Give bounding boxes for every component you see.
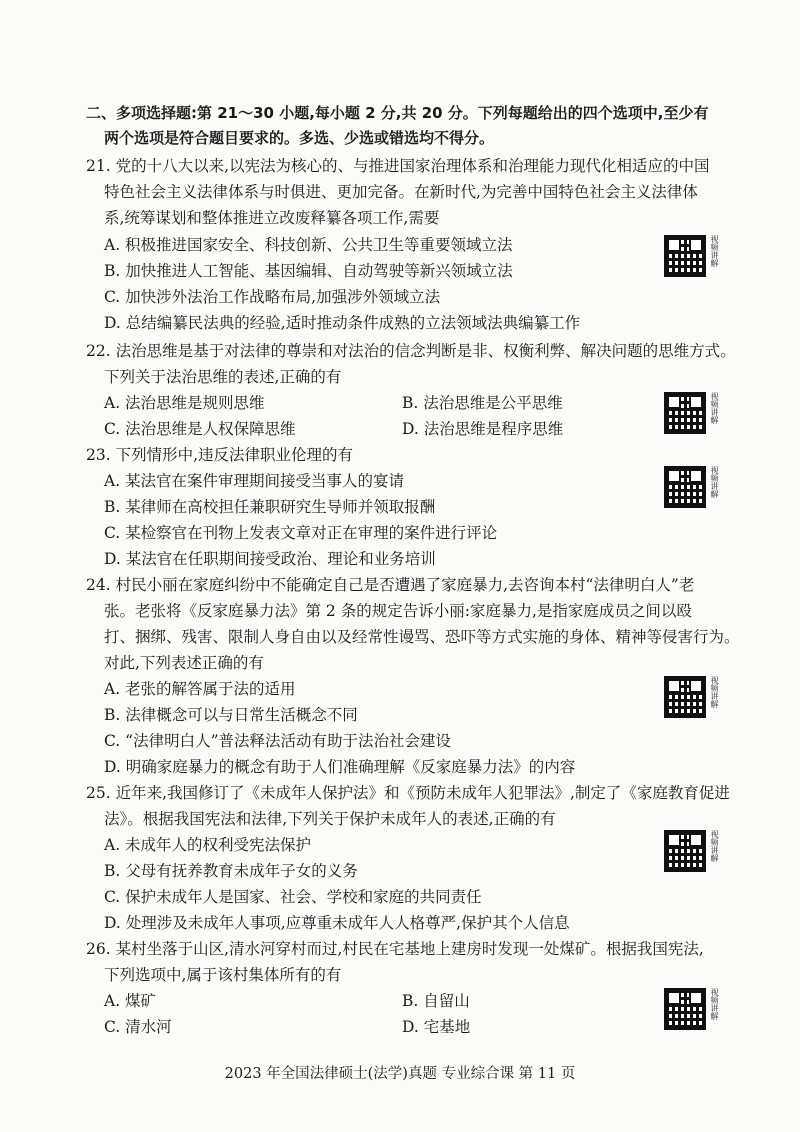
q21-qr-code-icon[interactable]	[664, 235, 706, 277]
q26-option-b: B. 自留山	[402, 992, 470, 1010]
q23-option-b: B. 某律师在高校担任兼职研究生导师并领取报酬	[104, 498, 436, 516]
q23-qr-code-icon[interactable]	[664, 466, 706, 508]
q26-qr-label: 视频讲解	[710, 988, 719, 1020]
q23-option-c: C. 某检察官在刊物上发表文章对正在审理的案件进行评论	[104, 524, 498, 542]
q23-qr-label: 视频讲解	[710, 466, 719, 498]
q26-option-c: C. 清水河	[104, 1018, 172, 1036]
q22-option-a: A. 法治思维是规则思维	[104, 394, 265, 412]
q26-stem-line-2: 下列选项中,属于该村集体所有的有	[104, 966, 342, 984]
q25-stem-line-1: 25. 近年来,我国修订了《未成年人保护法》和《预防未成年人犯罪法》,制定了《家庭教育促进	[86, 784, 730, 802]
q25-option-b: B. 父母有抚养教育未成年子女的义务	[104, 862, 358, 880]
q25-option-c: C. 保护未成年人是国家、社会、学校和家庭的共同责任	[104, 888, 482, 906]
q24-stem-line-4: 对此,下列表述正确的有	[104, 654, 264, 672]
q22-option-b: B. 法治思维是公平思维	[402, 394, 563, 412]
q24-option-d: D. 明确家庭暴力的概念有助于人们准确理解《反家庭暴力法》的内容	[104, 758, 576, 776]
q25-stem-line-2: 法》。根据我国宪法和法律,下列关于保护未成年人的表述,正确的有	[104, 810, 556, 828]
page-footer: 2023 年全国法律硕士(法学)真题 专业综合课 第 11 页	[224, 1066, 576, 1082]
q24-option-a: A. 老张的解答属于法的适用	[104, 680, 296, 698]
q23-option-d: D. 某法官在任职期间接受政治、理论和业务培训	[104, 550, 436, 568]
q26-option-a: A. 煤矿	[104, 992, 157, 1010]
q25-option-a: A. 未成年人的权利受宪法保护	[104, 836, 312, 854]
q22-stem-line-2: 下列关于法治思维的表述,正确的有	[104, 368, 342, 386]
q21-option-c: C. 加快涉外法治工作战略布局,加强涉外领域立法	[104, 288, 441, 306]
q24-stem-line-1: 24. 村民小丽在家庭纠纷中不能确定自己是否遭遇了家庭暴力,去咨询本村“法律明白人”老	[86, 576, 695, 594]
q26-qr-code-icon[interactable]	[664, 988, 706, 1030]
q22-qr-label: 视频讲解	[710, 392, 719, 424]
q24-qr-code-icon[interactable]	[664, 676, 706, 718]
section-header-line-1: 二、多项选择题:第 21～30 小题,每小题 2 分,共 20 分。下列每题给出的四个选项中,至少有	[86, 104, 709, 122]
q24-qr-label: 视频讲解	[710, 676, 719, 708]
q26-stem-line-1: 26. 某村坐落于山区,清水河穿村而过,村民在宅基地上建房时发现一处煤矿。根据我国宪法,	[86, 940, 704, 958]
q24-stem-line-2: 张。老张将《反家庭暴力法》第 2 条的规定告诉小丽:家庭暴力,是指家庭成员之间以殴	[104, 602, 692, 620]
q21-option-b: B. 加快推进人工智能、基因编辑、自动驾驶等新兴领域立法	[104, 262, 513, 280]
q21-stem-line-3: 系,统筹谋划和整体推进立改废释纂各项工作,需要	[104, 209, 440, 227]
q24-stem-line-3: 打、捆绑、残害、限制人身自由以及经常性谩骂、恐吓等方式实施的身体、精神等侵害行为。	[104, 628, 740, 646]
section-header-line-2: 两个选项是符合题目要求的。多选、少选或错选均不得分。	[104, 129, 495, 147]
q22-qr-code-icon[interactable]	[664, 392, 706, 434]
q24-option-c: C. “法律明白人”普法释法活动有助于法治社会建设	[104, 732, 452, 750]
q24-option-b: B. 法律概念可以与日常生活概念不同	[104, 706, 358, 724]
q25-qr-code-icon[interactable]	[664, 830, 706, 872]
q22-option-d: D. 法治思维是程序思维	[402, 420, 564, 438]
q21-option-a: A. 积极推进国家安全、科技创新、公共卫生等重要领域立法	[104, 236, 513, 254]
q25-option-d: D. 处理涉及未成年人事项,应尊重未成年人人格尊严,保护其个人信息	[104, 914, 570, 932]
q23-option-a: A. 某法官在案件审理期间接受当事人的宴请	[104, 472, 405, 490]
q21-option-d: D. 总结编纂民法典的经验,适时推动条件成熟的立法领域法典编纂工作	[104, 314, 581, 332]
q22-stem-line-1: 22. 法治思维是基于对法律的尊崇和对法治的信念判断是非、权衡利弊、解决问题的思维方式。	[86, 342, 736, 360]
q21-stem-line-1: 21. 党的十八大以来,以宪法为核心的、与推进国家治理体系和治理能力现代化相适应的中国	[86, 157, 710, 175]
q21-qr-label: 视频讲解	[710, 235, 719, 267]
q25-qr-label: 视频讲解	[710, 830, 719, 862]
q22-option-c: C. 法治思维是人权保障思维	[104, 420, 296, 438]
q21-stem-line-2: 特色社会主义法律体系与时俱进、更加完备。在新时代,为完善中国特色社会主义法律体	[104, 183, 698, 201]
q26-option-d: D. 宅基地	[402, 1018, 471, 1036]
q23-stem-line-1: 23. 下列情形中,违反法律职业伦理的有	[86, 446, 354, 464]
